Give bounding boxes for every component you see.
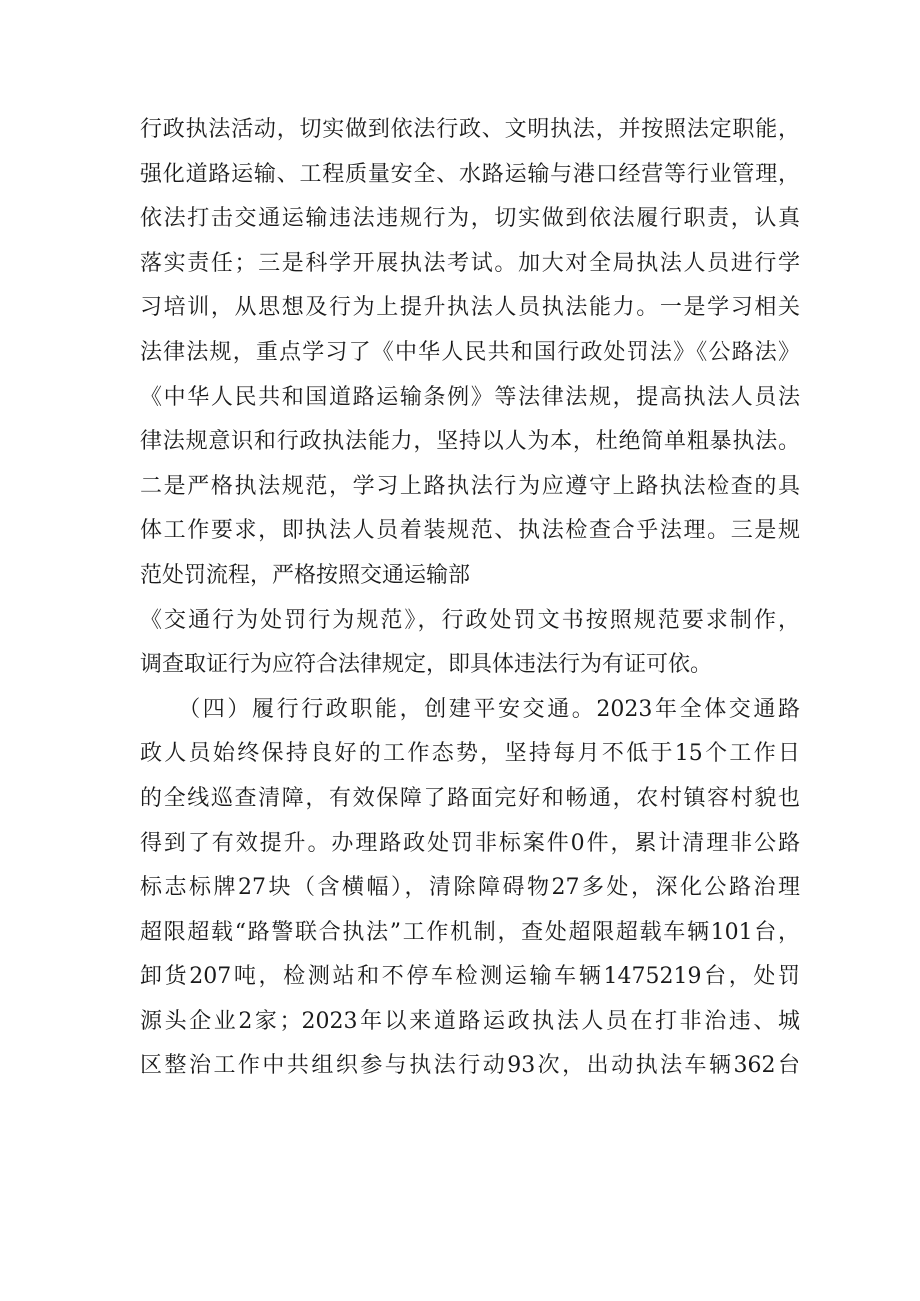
text-line: 依法打击交通运输违法违规行为，切实做到依法履行职责，认真 — [140, 206, 800, 232]
text-line: （四）履行行政职能，创建平安交通。2023年全体交通路 — [140, 696, 800, 722]
text-line: 律法规意识和行政执法能力，坚持以人为本，杜绝简单粗暴执法。 — [140, 429, 800, 455]
text-line: 政人员始终保持良好的工作态势，坚持每月不低于15个工作日 — [140, 741, 800, 767]
text-line: 范处罚流程，严格按照交通运输部 — [140, 562, 471, 588]
text-line: 超限超载“路警联合执法”工作机制，查处超限超载车辆101台， — [140, 919, 800, 945]
text-line: 体工作要求，即执法人员着装规范、执法检查合乎法理。三是规 — [140, 518, 800, 544]
text-line: 强化道路运输、工程质量安全、水路运输与港口经营等行业管理， — [140, 161, 800, 187]
text-line: 法律法规，重点学习了《中华人民共和国行政处罚法》《公路法》 — [140, 339, 800, 365]
text-line: 《中华人民共和国道路运输条例》等法律法规，提高执法人员法 — [140, 384, 800, 410]
text-line: 区整治工作中共组织参与执法行动93次，出动执法车辆362台 — [140, 1053, 800, 1079]
text-line: 调查取证行为应符合法律规定，即具体违法行为有证可依。 — [140, 652, 713, 678]
text-line: 卸货207吨，检测站和不停车检测运输车辆1475219台，处罚 — [140, 964, 800, 990]
text-line: 落实责任；三是科学开展执法考试。加大对全局执法人员进行学 — [140, 250, 800, 276]
text-line: 得到了有效提升。办理路政处罚非标案件0件，累计清理非公路 — [140, 830, 800, 856]
text-line: 源头企业2家；2023年以来道路运政执法人员在打非治违、城 — [140, 1008, 800, 1034]
text-line: 行政执法活动，切实做到依法行政、文明执法，并按照法定职能， — [140, 117, 800, 142]
body-text — [140, 108, 800, 1089]
text-line: 二是严格执法规范，学习上路执法行为应遵守上路执法检查的具 — [140, 473, 800, 499]
text-line: 标志标牌27块（含横幅），清除障碍物27多处，深化公路治理 — [140, 875, 800, 901]
text-line: 习培训，从思想及行为上提升执法人员执法能力。一是学习相关 — [140, 295, 800, 321]
text-line: 《交通行为处罚行为规范》，行政处罚文书按照规范要求制作， — [140, 607, 800, 633]
text-line: 的全线巡查清障，有效保障了路面完好和畅通，农村镇容村貌也 — [140, 785, 800, 811]
